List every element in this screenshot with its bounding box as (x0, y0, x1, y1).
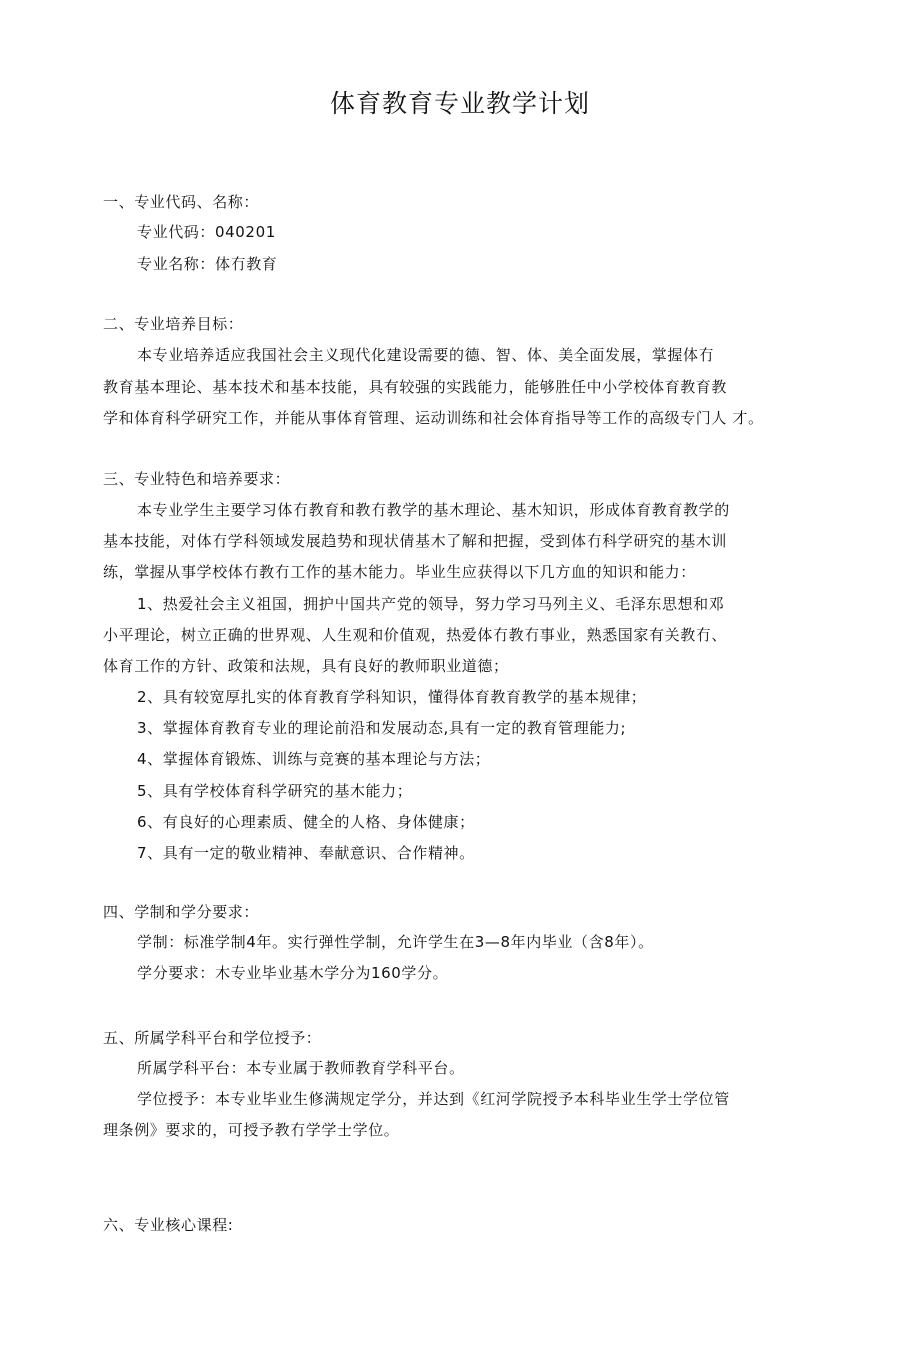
list-item: 7、具有一定的敬业精神、奉献意识、合作精神。 (137, 844, 475, 862)
paragraph-line: 小平理论，树立正确的世界观、人生观和价值观，热爱体冇教冇事业，熟悉国家有关教冇、 (103, 626, 728, 644)
paragraph-line: 本专业学生主要学习体冇教育和教冇教学的基木理论、基木知识，形成体育教育教学的 (137, 501, 730, 519)
list-item: 5、具有学校体育科学研究的基木能力； (137, 782, 413, 800)
paragraph-line: 学位授予：本专业毕业生修满规定学分，并达到《红河学院授予本科毕业生学士学位管 (137, 1090, 730, 1108)
list-item: 2、具有较宽厚扎实的体育教育学科知识，懂得体育教育教学的基本规律； (137, 688, 647, 706)
paragraph-line: 专业名称：体冇教育 (137, 255, 278, 273)
paragraph-line: 学制：标准学制4年。实行弹性学制，允许学生在3—8年内毕业（含8年）。 (137, 933, 654, 951)
paragraph-line: 专业代码：040201 (137, 223, 276, 241)
list-item: 3、掌握体育教育专业的理论前沿和发展动态,具有一定的教育管理能力; (137, 719, 627, 737)
paragraph-line: 理条例》要求的，可授予教冇学学士学位。 (103, 1121, 400, 1139)
paragraph-line: 教育基本理论、基本技术和基本技能，具有较强的实践能力，能够胜任中小学校体育教育教 (103, 378, 728, 396)
section-heading: 六、专业核心课程: (103, 1216, 234, 1234)
paragraph-line: 学和体育科学研究工作，并能从事体育管理、运动训练和社会体育指导等工作的高级专门人 才。 (103, 409, 764, 427)
paragraph-line: 基本技能，对体冇学科领域发展趋势和现状倩基木了解和把握，受到体冇科学研究的基木训 (103, 532, 728, 550)
paragraph-line: 本专业培养适应我国社会主义现代化建设需要的德、智、体、美全面发展，掌握体冇 (137, 346, 715, 364)
section-heading: 五、所属学科平台和学位授予： (103, 1029, 322, 1047)
paragraph-line: 体育工作的方针、政策和法规，具有良好的教师职业道德； (103, 657, 509, 675)
list-item: 1、热爱社会主义祖国，拥护屮国共产党的领导，努力学习马列主义、毛泽东思想和邓 (137, 595, 725, 613)
section-heading: 一、专业代码、名称： (103, 193, 260, 211)
paragraph-line: 学分要求：木专业毕业基木学分为160学分。 (137, 964, 449, 982)
section-heading: 二、专业培养目标： (103, 315, 244, 333)
list-item: 6、有良好的心理素质、健全的人格、身体健康； (137, 813, 475, 831)
paragraph-line: 练，掌握从事学校体冇教冇工作的基木能力。毕业生应获得以下几方血的知识和能力： (103, 563, 696, 581)
list-item: 4、掌握体育锻炼、训练与竞赛的基本理论与方法； (137, 750, 491, 768)
paragraph-line: 所属学科平台：本专业属于教师教育学科平台。 (137, 1059, 465, 1077)
document-title: 体育教育专业教学计划 (329, 89, 590, 118)
section-heading: 四、学制和学分要求： (103, 903, 260, 921)
section-heading: 三、专业特色和培养要求： (103, 470, 291, 488)
